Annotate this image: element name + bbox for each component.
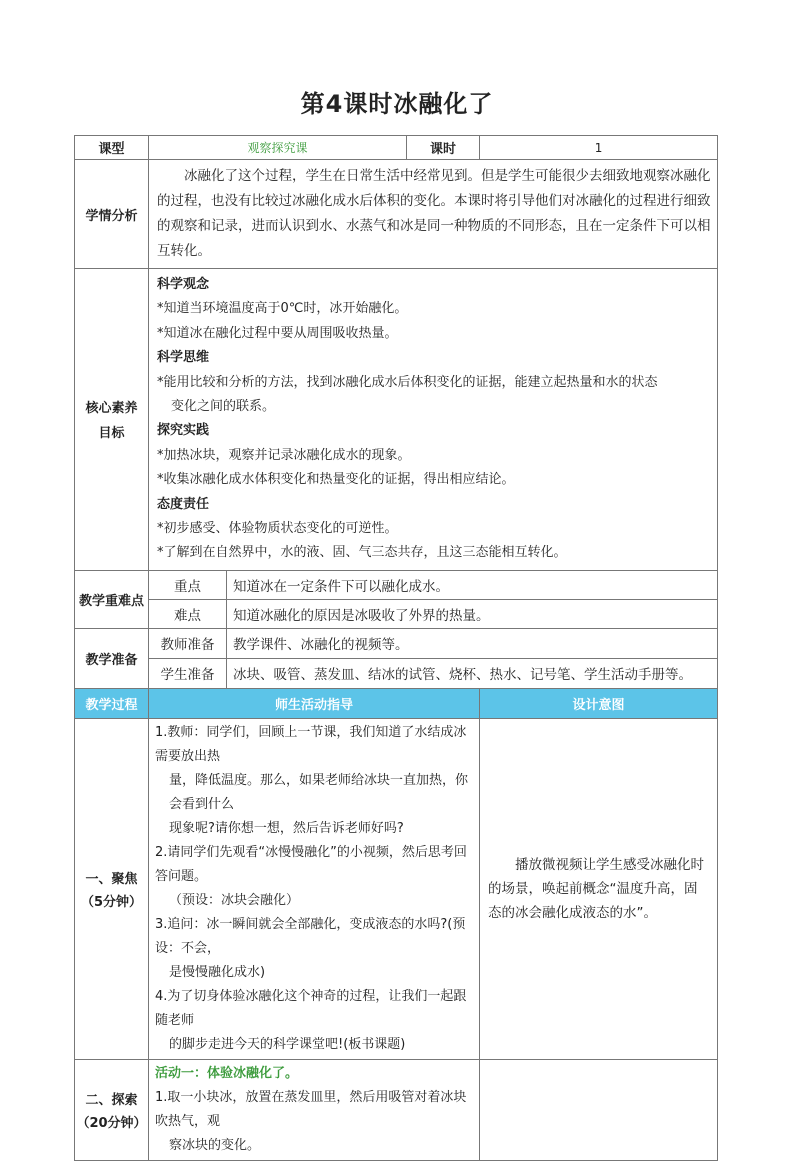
explore-stage-title: 二、探索 [85, 1092, 138, 1108]
focus-stage-title: 一、聚焦 [85, 871, 138, 887]
process-header-stage: 教学过程 [75, 688, 149, 718]
objective-item: *知道当环境温度高于0℃时，冰开始融化。 [157, 301, 408, 317]
activity-step-continued: 察冰块的变化。 [169, 1137, 261, 1153]
core-objectives-content [149, 269, 718, 571]
course-type-label: 课型 [75, 136, 149, 160]
learning-analysis-row [75, 160, 718, 269]
objective-item: *初步感受、体验物质状态变化的可逆性。 [157, 521, 398, 537]
course-hours-value: 1 [480, 136, 718, 160]
teacher-prep-row [75, 628, 718, 658]
focus-stage-row [75, 718, 718, 1059]
objective-item: *加热冰块，观察并记录冰融化成水的现象。 [157, 447, 411, 463]
course-type-row [75, 136, 718, 160]
difficult-point-row [75, 599, 718, 628]
explore-stage-activities [149, 1059, 480, 1160]
objective-item: *收集冰融化成水体积变化和热量变化的证据，得出相应结论。 [157, 472, 515, 488]
focus-stage-label [75, 718, 149, 1059]
focus-stage-duration: （5分钟） [80, 894, 143, 910]
difficult-point-text: 知道冰融化的原因是冰吸收了外界的热量。 [227, 599, 718, 628]
activity-step: 4.为了切身体验冰融化这个神奇的过程，让我们一起跟随老师 [155, 988, 467, 1028]
teacher-prep-label: 教师准备 [149, 628, 227, 658]
activity-step-continued: 是慢慢融化成水) [169, 964, 266, 980]
prep-label: 教学准备 [75, 628, 149, 688]
student-prep-text: 冰块、吸管、蒸发皿、结冰的试管、烧杯、热水、记号笔、学生活动手册等。 [227, 658, 718, 688]
focus-design-intent: 播放微视频让学生感受冰融化时的场景，唤起前概念“温度升高，固态的冰会融化成液态的水”。 [480, 718, 718, 1059]
core-objectives-label-line2: 目标 [98, 426, 125, 442]
core-objectives-row [75, 269, 718, 571]
process-header-design: 设计意图 [480, 688, 718, 718]
activity-step: 3.追问：冰一瞬间就会全部融化，变成液态的水吗?(预设：不会， [155, 916, 466, 956]
activity-step-continued: 量，降低温度。那么，如果老师给冰块一直加热，你会看到什么 [169, 772, 469, 812]
key-point-row [75, 570, 718, 599]
objective-heading: 态度责任 [157, 496, 210, 512]
activity-step: 1.取一小块冰，放置在蒸发皿里，然后用吸管对着冰块吹热气，观 [155, 1089, 467, 1129]
objective-item: *了解到在自然界中，水的液、固、气三态共存，且这三态能相互转化。 [157, 545, 567, 561]
explore-stage-row [75, 1059, 718, 1160]
objective-item: *知道冰在融化过程中要从周围吸收热量。 [157, 325, 398, 341]
core-objectives-label [75, 269, 149, 571]
objective-heading: 科学观念 [157, 277, 210, 292]
activity-step: 2.请同学们先观看“冰慢慢融化”的小视频，然后思考回答问题。 [155, 844, 467, 884]
activity-heading: 活动一：体验冰融化了。 [155, 1065, 299, 1081]
difficult-point-label: 难点 [149, 599, 227, 628]
learning-analysis-text: 冰融化了这个过程，学生在日常生活中经常见到。但是学生可能很少去细致地观察冰融化的过程，也没有比较过冰融化成水后体积的变化。本课时将引导他们对冰融化的过程进行细致的观察和记录，进而认识到水、水蒸气和冰是同一种物质的不同形态，且在一定条件下可以相互转化。 [149, 160, 718, 269]
student-prep-row [75, 658, 718, 688]
key-point-text: 知道冰在一定条件下可以融化成水。 [227, 570, 718, 599]
objective-item-continued: 变化之间的联系。 [171, 399, 276, 415]
process-header-row [75, 688, 718, 718]
key-points-label: 教学重难点 [75, 570, 149, 628]
explore-design-intent [480, 1059, 718, 1160]
activity-step-continued: （预设：冰块会融化） [169, 892, 300, 908]
activity-step-continued: 现象呢?请你想一想，然后告诉老师好吗? [169, 820, 404, 836]
learning-analysis-label: 学情分析 [75, 160, 149, 269]
teacher-prep-text: 教学课件、冰融化的视频等。 [227, 628, 718, 658]
core-objectives-label-line1: 核心素养 [85, 401, 138, 417]
page-title: 第4课时冰融化了 [300, 90, 494, 118]
course-hours-label: 课时 [407, 136, 480, 160]
process-header-activity: 师生活动指导 [149, 688, 480, 718]
lesson-plan-table [74, 135, 718, 1161]
course-type-value: 观察探究课 [149, 136, 407, 160]
activity-step-continued: 的脚步走进今天的科学课堂吧!(板书课题) [169, 1036, 406, 1052]
objective-item: *能用比较和分析的方法，找到冰融化成水后体积变化的证据，能建立起热量和水的状态 [157, 374, 658, 390]
activity-step: 1.教师：同学们，回顾上一节课，我们知道了水结成冰需要放出热 [155, 724, 467, 764]
explore-stage-label [75, 1059, 149, 1160]
objective-heading: 科学思维 [157, 350, 210, 366]
explore-stage-duration: （20分钟） [76, 1115, 147, 1131]
focus-stage-activities [149, 718, 480, 1059]
objective-heading: 探究实践 [157, 423, 210, 439]
key-point-label: 重点 [149, 570, 227, 599]
student-prep-label: 学生准备 [149, 658, 227, 688]
